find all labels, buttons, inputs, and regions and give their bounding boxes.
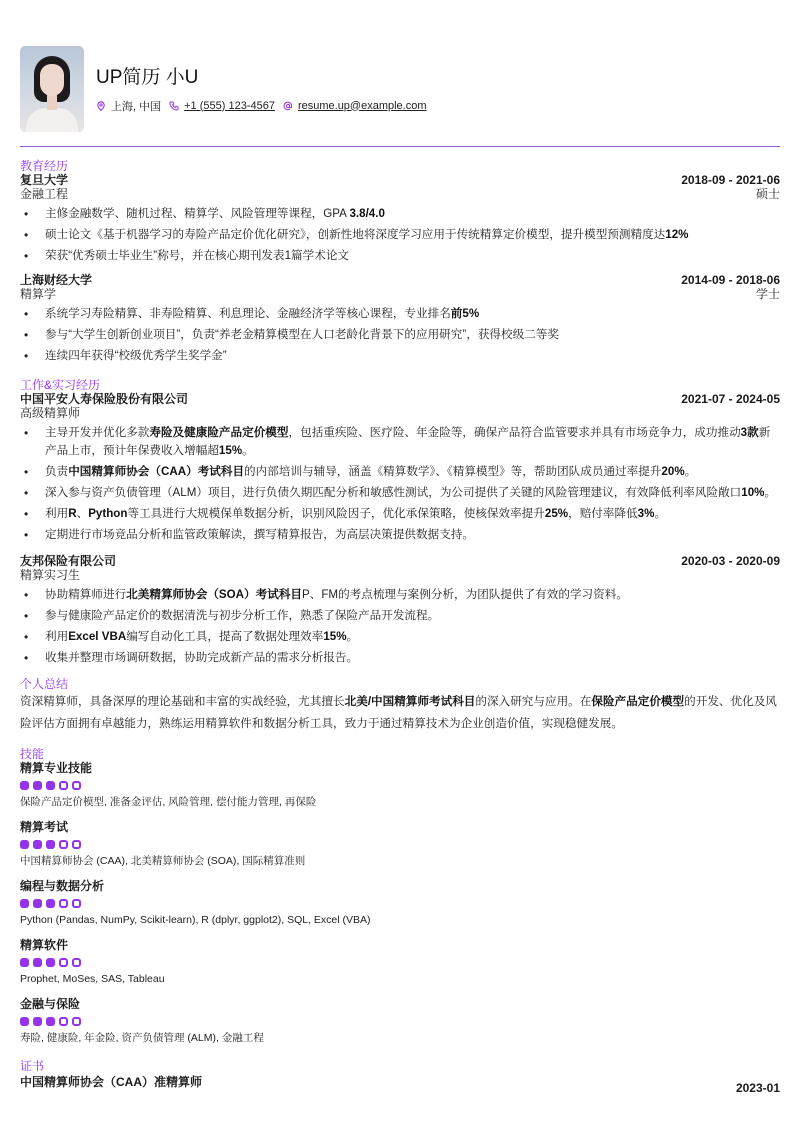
degree: 学士 [755, 287, 780, 301]
skill-name: 精算软件 [20, 938, 69, 952]
skill-item [20, 820, 780, 868]
work-dates: 2021-07 - 2024-05 [681, 392, 780, 406]
skill-description: Prophet, MoSes, SAS, Tableau [20, 973, 165, 985]
section-title-skills: 技能 [20, 747, 45, 761]
location-text: 上海, 中国 [111, 100, 162, 113]
bullet-item: • 荣获“优秀硕士毕业生”称号，并在核心期刊发表1篇学术论文 [20, 247, 780, 265]
skill-description: 寿险, 健康险, 年金险, 资产负债管理 (ALM), 金融工程 [20, 1032, 264, 1044]
filled-dot-icon [46, 958, 55, 967]
certificate-date: 2023-01 [735, 1081, 780, 1095]
education-item [20, 173, 780, 265]
filled-dot-icon [33, 840, 42, 849]
bullet-item: • 参与“大学生创新创业项目”，负责“养老金精算模型在人口老龄化背景下的应用研究”，获得校级二等奖 [20, 326, 780, 344]
skill-level-rating [20, 958, 780, 967]
filled-dot-icon [33, 958, 42, 967]
resume-header [20, 0, 780, 132]
bullet-list [20, 586, 780, 667]
work-dates: 2020-03 - 2020-09 [681, 554, 780, 568]
empty-dot-icon [72, 781, 81, 790]
skill-name: 精算专业技能 [20, 761, 93, 775]
bullet-item: • 收集并整理市场调研数据，协助完成新产品的需求分析报告。 [20, 649, 780, 667]
summary-section [20, 677, 780, 735]
profile-photo [20, 46, 84, 132]
filled-dot-icon [46, 899, 55, 908]
email-at-icon [283, 101, 293, 111]
skill-item [20, 938, 780, 986]
empty-dot-icon [59, 899, 68, 908]
filled-dot-icon [20, 1017, 29, 1026]
job-role: 高级精算师 [20, 406, 81, 420]
education-section [20, 159, 780, 365]
empty-dot-icon [72, 840, 81, 849]
skill-level-rating [20, 840, 780, 849]
filled-dot-icon [46, 840, 55, 849]
skill-description: Python (Pandas, NumPy, Scikit-learn), R (dplyr, ggplot2), SQL, Excel (VBA) [20, 914, 371, 926]
skill-description: 保险产品定价模型, 准备金评估, 风险管理, 偿付能力管理, 再保险 [20, 796, 317, 808]
skill-item [20, 761, 780, 809]
bullet-item: • 硕士论文《基于机器学习的寿险产品定价优化研究》，创新性地将深度学习应用于传统精算定价模型，提升模型预测精度达12% [20, 226, 780, 244]
school-name: 上海财经大学 [20, 273, 93, 287]
certificates-section [20, 1059, 780, 1095]
bullet-list [20, 205, 780, 265]
filled-dot-icon [33, 781, 42, 790]
bullet-list [20, 424, 780, 544]
empty-dot-icon [59, 840, 68, 849]
filled-dot-icon [20, 781, 29, 790]
empty-dot-icon [72, 958, 81, 967]
bullet-item: • 参与健康险产品定价的数据清洗与初步分析工作，熟悉了保险产品开发流程。 [20, 607, 780, 625]
major: 金融工程 [20, 187, 69, 201]
skill-item [20, 879, 780, 927]
bullet-item: • 定期进行市场竞品分析和监管政策解读，撰写精算报告，为高层决策提供数据支持。 [20, 526, 780, 544]
header-divider [20, 146, 780, 147]
section-title-certificates: 证书 [20, 1059, 45, 1073]
edu-dates: 2018-09 - 2021-06 [681, 173, 780, 187]
company-name: 友邦保险有限公司 [20, 554, 117, 568]
summary-text: 资深精算师，具备深厚的理论基础和丰富的实战经验，尤其擅长北美/中国精算师考试科目的深入研究与应用。在保险产品定价模型的开发、优化及风险评估方面拥有卓越能力，熟练运用精算软件和数据分析工具，致力于通过精算技术为企业创造价值，实现稳健发展。 [20, 695, 777, 730]
empty-dot-icon [72, 899, 81, 908]
filled-dot-icon [33, 899, 42, 908]
bullet-item: • 系统学习寿险精算、非寿险精算、利息理论、金融经济学等核心课程，专业排名前5% [20, 305, 780, 323]
skill-item [20, 997, 780, 1045]
skills-list [20, 761, 780, 1045]
bullet-item: • 利用Excel VBA编写自动化工具，提高了数据处理效率15%。 [20, 628, 780, 646]
skill-level-rating [20, 781, 780, 790]
work-item [20, 554, 780, 667]
location-pin-icon [96, 101, 106, 111]
work-section [20, 378, 780, 667]
bullet-item: • 协助精算师进行北美精算师协会（SOA）考试科目P、FM的考点梳理与案例分析，为团队提供了有效的学习资料。 [20, 586, 780, 604]
skill-name: 金融与保险 [20, 997, 81, 1011]
skill-level-rating [20, 899, 780, 908]
filled-dot-icon [20, 958, 29, 967]
section-title-education: 教育经历 [20, 159, 69, 173]
skill-name: 编程与数据分析 [20, 879, 105, 893]
bullet-item: • 主修金融数学、随机过程、精算学、风险管理等课程，GPA 3.8/4.0 [20, 205, 780, 223]
bullet-item: • 连续四年获得“校级优秀学生奖学金” [20, 347, 780, 365]
empty-dot-icon [59, 958, 68, 967]
work-item [20, 392, 780, 544]
filled-dot-icon [46, 1017, 55, 1026]
skill-description: 中国精算师协会 (CAA), 北美精算师协会 (SOA), 国际精算准则 [20, 855, 306, 867]
bullet-item: • 深入参与资产负债管理（ALM）项目，进行负债久期匹配分析和敏感性测试，为公司提供了关键的风险管理建议，有效降低利率风险敞口10%。 [20, 484, 780, 502]
edu-dates: 2014-09 - 2018-06 [681, 273, 780, 287]
skills-section [20, 747, 780, 1045]
contact-info [96, 98, 435, 114]
bullet-item: • 负责中国精算师协会（CAA）考试科目的内部培训与辅导，涵盖《精算数学》、《精算模型》等，帮助团队成员通过率提升20%。 [20, 463, 780, 481]
phone-icon [169, 101, 179, 111]
empty-dot-icon [72, 1017, 81, 1026]
bullet-list [20, 305, 780, 365]
filled-dot-icon [33, 1017, 42, 1026]
bullet-item: • 利用R、Python等工具进行大规模保单数据分析，识别风险因子，优化承保策略，使核保效率提升25%，赔付率降低3%。 [20, 505, 780, 523]
major: 精算学 [20, 287, 57, 301]
bullet-item: • 主导开发并优化多款寿险及健康险产品定价模型，包括重疾险、医疗险、年金险等，确保产品符合监管要求并具有市场竞争力，成功推动3款新产品上市，预计年保费收入增幅超15%。 [20, 424, 780, 460]
empty-dot-icon [59, 781, 68, 790]
school-name: 复旦大学 [20, 173, 69, 187]
filled-dot-icon [46, 781, 55, 790]
filled-dot-icon [20, 899, 29, 908]
job-role: 精算实习生 [20, 568, 81, 582]
education-item [20, 273, 780, 365]
degree: 硕士 [755, 187, 780, 201]
section-title-summary: 个人总结 [20, 677, 69, 691]
skill-name: 精算考试 [20, 820, 69, 834]
skill-level-rating [20, 1017, 780, 1026]
company-name: 中国平安人寿保险股份有限公司 [20, 392, 189, 406]
filled-dot-icon [20, 840, 29, 849]
certificate-item [20, 1075, 780, 1095]
certificate-name: 中国精算师协会（CAA）准精算师 [20, 1075, 202, 1089]
empty-dot-icon [59, 1017, 68, 1026]
email-link[interactable]: resume.up@example.com [297, 99, 427, 112]
phone-link[interactable]: +1 (555) 123-4567 [184, 99, 275, 112]
candidate-name: UP简历 小U [96, 66, 199, 88]
section-title-work: 工作&实习经历 [20, 378, 101, 392]
